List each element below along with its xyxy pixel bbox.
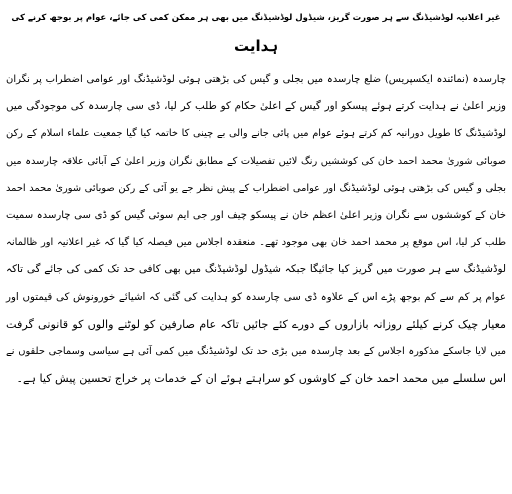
body-line: چارسدہ (نمائندہ ایکسپریس) ضلع چارسدہ میں بجلی و گیس کی بڑھتی ہوئی لوڈشیڈنگ اور عوامی اضطراب پر نگران (6, 74, 506, 85)
body-line: عوام پر کم سے کم بوجھ پڑے اس کے علاوہ ڈی سی چارسدہ کو ہدایت کی گئی کہ اشیائے خورونوش کی قیمتوں اور (6, 290, 506, 303)
body-line: لوڈشیڈنگ سے ہر صورت میں گریز کیا جائیگا جبکہ شیڈول لوڈشیڈنگ میں بھی کافی حد تک کمی کی جائے گی تاکہ (6, 263, 506, 276)
body-line: وزیر اعلیٰ نے ہدایت کرتے ہوئے پیسکو اور گیس کے اعلیٰ حکام کو طلب کر لیا، ڈی سی چارسدہ کی موجودگی میں (6, 100, 506, 113)
headline-line: ہدایت (233, 37, 279, 55)
body-line: میں لایا جاسکے مذکورہ اجلاس کے بعد چارسدہ میں بڑی حد تک لوڈشیڈنگ میں کمی آئی ہے سیاسی وسماجی حلقوں نے (6, 346, 506, 358)
body-line: صوبائی شوریٰ محمد احمد خان کی کوششیں رنگ لائیں تفصیلات کے مطابق نگران وزیر اعلیٰ کے آبائی علاقہ چارسدہ میں (6, 155, 506, 167)
headline-line: غیر اعلانیہ لوڈشیڈنگ سے ہر صورت گریز، شیڈول لوڈشیڈنگ میں بھی ہر ممکن کمی کی جائے، عوام پر بوجھ کرنے کی (11, 13, 501, 23)
article-body (6, 66, 506, 392)
news-article (6, 4, 506, 490)
body-line: بجلی و گیس کی بڑھتی ہوئی لوڈشیڈنگ اور عوامی اضطراب کے پیش نظر جے یو آئی کے رکن صوبائی شوریٰ محمد احمد (6, 182, 506, 194)
article-headline (6, 4, 506, 60)
body-line: طلب کر لیا، اس موقع پر محمد احمد خان بھی موجود تھے۔ منعقدہ اجلاس میں فیصلہ کیا گیا کہ غیر اعلانیہ اور ظالمانہ (6, 237, 506, 249)
body-line: اس سلسلے میں محمد احمد خان کے کاوشوں کو سراہتے ہوئے ان کے خدمات پر خراج تحسین پیش کیا ہے۔ (16, 372, 506, 386)
body-line: لوڈشیڈنگ کا طویل دورانیہ کم کرتے ہوئے عوام میں پائی جانے والی بے چینی کا خاتمہ کیا گیا جمعیت علماء اسلام کے رکن (6, 128, 506, 140)
body-line: معیار چیک کرنے کیلئے روزانہ بازاروں کے دورے کئے جائیں تاکہ عام صارفین کو لوٹنے والوں کو قانونی گرفت (6, 317, 506, 331)
body-line: خان کے کوششوں سے نگران وزیر اعلیٰ اعظم خان نے پیسکو چیف اور جی ایم سوئی گیس کو ڈی سی چارسدہ سمیت (6, 210, 506, 222)
